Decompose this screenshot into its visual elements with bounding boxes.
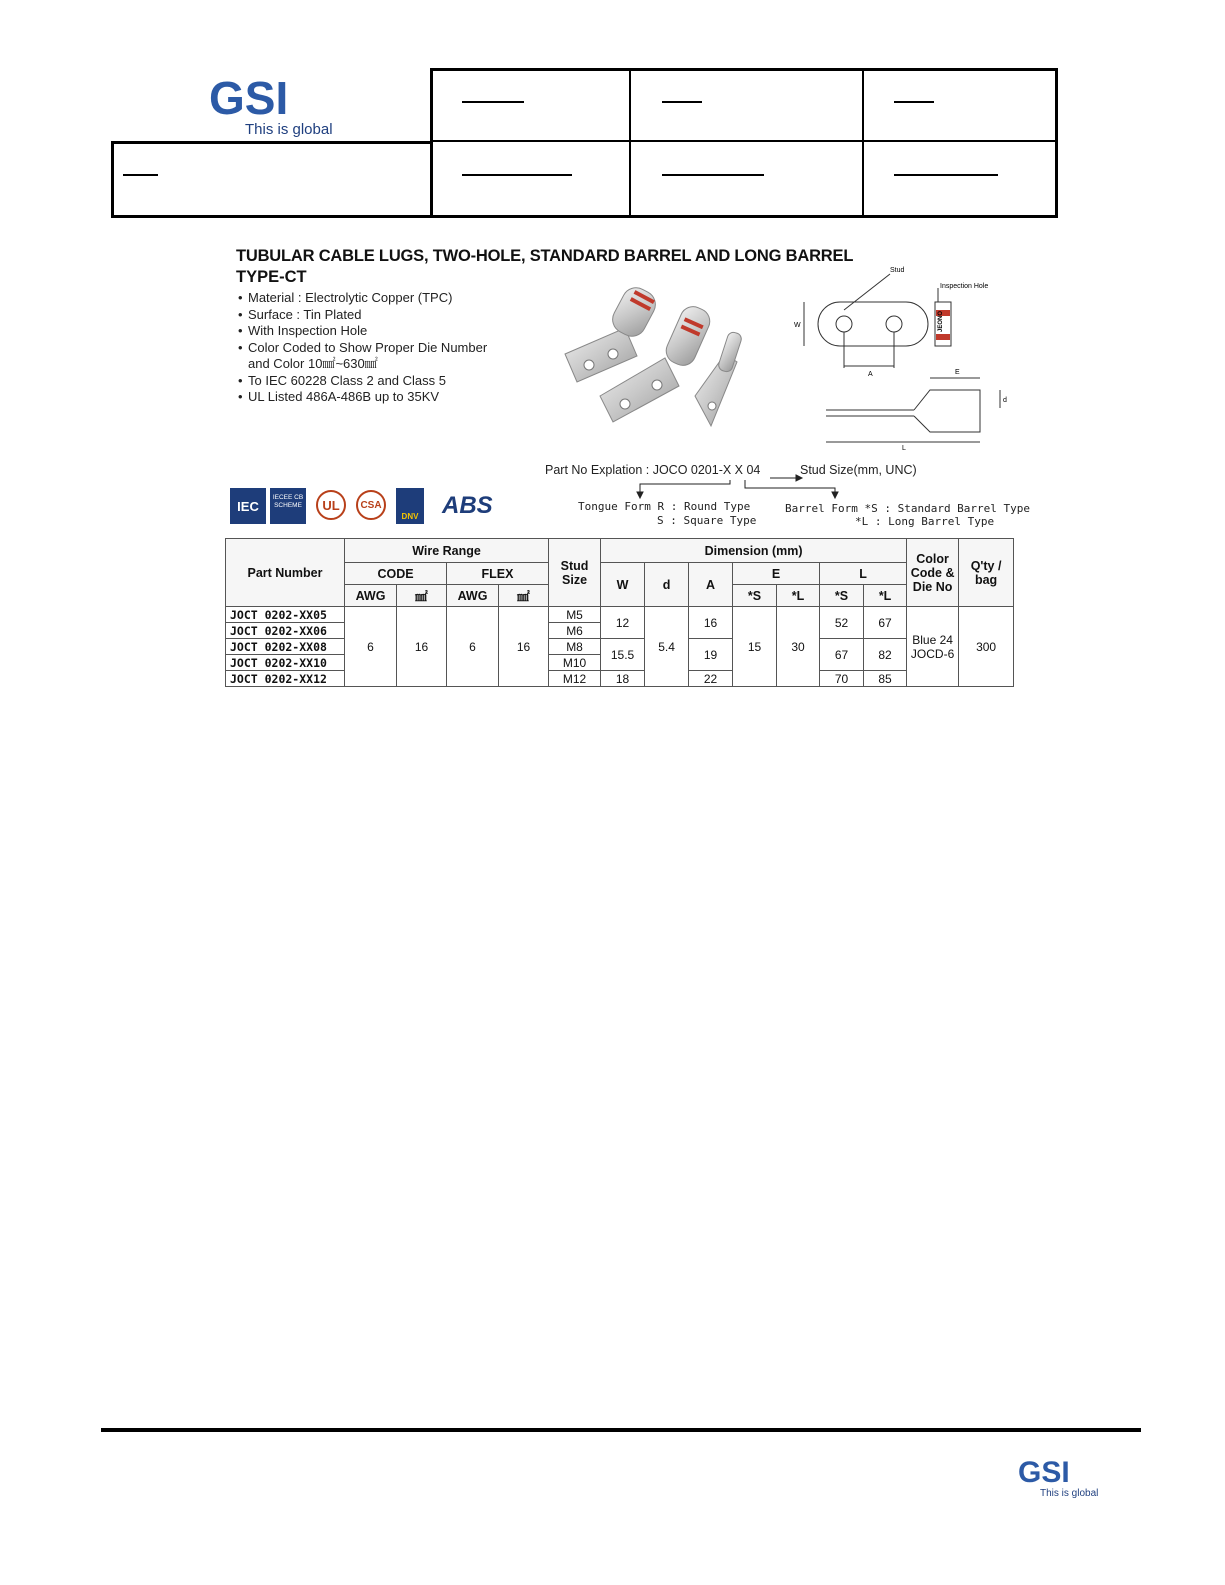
feature-list: [236, 290, 487, 406]
drawing-label-d: d: [1003, 397, 1007, 404]
l-l-cell: 67: [864, 607, 907, 639]
a-cell: 16: [689, 607, 733, 639]
feature-item: and Color 10㎟~630㎟: [248, 356, 378, 371]
part-no-arrows: [630, 470, 850, 500]
e-s-cell: 15: [733, 607, 777, 687]
w-cell: 12: [601, 607, 645, 639]
header-blank-field: [123, 174, 158, 176]
footer-gsi-logo: [1016, 1456, 1106, 1502]
part-number-cell: JOCT 0202-XX12: [226, 671, 345, 687]
e-l-cell: 30: [777, 607, 820, 687]
logo-tagline: This is global: [245, 121, 333, 138]
header-flex-awg: AWG: [447, 585, 499, 607]
a-cell: 22: [689, 671, 733, 687]
product-type: TYPE-CT: [236, 268, 307, 286]
header-qty: Q'ty / bag: [959, 539, 1014, 607]
technical-drawing: [790, 262, 1030, 452]
drawing-label-marking: JEONO: [938, 310, 944, 332]
part-number-cell: JOCT 0202-XX08: [226, 639, 345, 655]
header-code-awg: AWG: [345, 585, 397, 607]
gsi-logo: [205, 74, 345, 140]
stud-size-cell: M8: [549, 639, 601, 655]
stud-size-cell: M5: [549, 607, 601, 623]
header-divider-v2: [862, 68, 864, 218]
header-code: CODE: [345, 563, 447, 585]
header-blank-field: [894, 101, 934, 103]
feature-item: • Color Coded to Show Proper Die Number: [236, 340, 487, 357]
header-flex-mm2: ㎟: [499, 585, 549, 607]
drawing-label-stud: Stud: [890, 267, 905, 274]
footer-logo-wordmark: GSI: [1018, 1456, 1070, 1489]
flex-awg-cell: 6: [447, 607, 499, 687]
header-e-l: *L: [777, 585, 820, 607]
l-s-cell: 52: [820, 607, 864, 639]
abs-logo: ABS: [442, 492, 493, 519]
w-cell: 15.5: [601, 639, 645, 671]
l-l-cell: 82: [864, 639, 907, 671]
header-code-mm2: ㎟: [397, 585, 447, 607]
l-s-cell: 70: [820, 671, 864, 687]
header-blank-field: [462, 101, 524, 103]
drawing-label-e: E: [955, 369, 960, 376]
header-blank-field: [462, 174, 572, 176]
header-color-code: Color Code & Die No: [907, 539, 959, 607]
w-cell: 18: [601, 671, 645, 687]
header-blank-field: [662, 101, 702, 103]
header-divider-h: [430, 140, 1058, 142]
tongue-form-round: Tongue Form R : Round Type: [578, 500, 751, 513]
ul-logo: UL: [316, 490, 346, 520]
certification-logos: [230, 488, 530, 524]
header-part-number: Part Number: [226, 539, 345, 607]
header-flex: FLEX: [447, 563, 549, 585]
dnv-logo: DNV: [396, 488, 424, 524]
product-title: TUBULAR CABLE LUGS, TWO-HOLE, STANDARD BARREL AND LONG BARREL: [236, 247, 854, 265]
d-cell: 5.4: [645, 607, 689, 687]
stud-size-cell: M10: [549, 655, 601, 671]
stud-size-cell: M6: [549, 623, 601, 639]
header-outer-frame: [430, 68, 1058, 218]
header-wire-range: Wire Range: [345, 539, 549, 563]
part-number-cell: JOCT 0202-XX05: [226, 607, 345, 623]
header-e-s: *S: [733, 585, 777, 607]
code-mm2-cell: 16: [397, 607, 447, 687]
header-w: W: [601, 563, 645, 607]
die-number: JOCD-6: [910, 646, 955, 661]
tongue-form-square: S : Square Type: [657, 514, 757, 527]
header-dimension: Dimension (mm): [601, 539, 907, 563]
header-blank-field: [894, 174, 998, 176]
footer-logo-tagline: This is global: [1040, 1488, 1099, 1499]
iecee-logo: IECEE CB SCHEME: [270, 488, 306, 524]
logo-wordmark: GSI: [209, 74, 289, 124]
header-e: E: [733, 563, 820, 585]
qty-cell: 300: [959, 607, 1014, 687]
feature-item: • To IEC 60228 Class 2 and Class 5: [236, 373, 487, 390]
barrel-form-long: *L : Long Barrel Type: [855, 515, 995, 528]
part-number-cell: JOCT 0202-XX10: [226, 655, 345, 671]
barrel-form-standard: Barrel Form *S : Standard Barrel Type: [785, 502, 1031, 515]
l-l-cell: 85: [864, 671, 907, 687]
header-stud-size: Stud Size: [549, 539, 601, 607]
header-a: A: [689, 563, 733, 607]
csa-logo: CSA: [356, 490, 386, 520]
header-left-frame: [111, 141, 433, 218]
stud-size-cell: M12: [549, 671, 601, 687]
header-d: d: [645, 563, 689, 607]
feature-item: • UL Listed 486A-486B up to 35KV: [236, 389, 487, 406]
footer-rule: [101, 1428, 1141, 1432]
drawing-label-w: W: [794, 322, 801, 329]
spec-table: [225, 538, 1014, 687]
a-cell: 19: [689, 639, 733, 671]
drawing-label-a: A: [868, 371, 873, 378]
drawing-label-inspection-hole: Inspection Hole: [940, 283, 989, 290]
part-number-cell: JOCT 0202-XX06: [226, 623, 345, 639]
drawing-label-l: L: [902, 445, 906, 452]
code-awg-cell: 6: [345, 607, 397, 687]
lug-product-photo: [555, 286, 755, 436]
header-l-s: *S: [820, 585, 864, 607]
header-blank-field: [662, 174, 764, 176]
iec-logo: IEC: [230, 488, 266, 524]
part-no-stud-size: Stud Size(mm, UNC): [800, 463, 917, 477]
color-die-cell: [907, 607, 959, 687]
feature-item: • Material : Electrolytic Copper (TPC): [236, 290, 487, 307]
feature-item: • With Inspection Hole: [236, 323, 487, 340]
part-no-explanation: Part No Explation : JOCO 0201-X X 04: [545, 463, 761, 477]
l-s-cell: 67: [820, 639, 864, 671]
header-l-l: *L: [864, 585, 907, 607]
header-l: L: [820, 563, 907, 585]
flex-mm2-cell: 16: [499, 607, 549, 687]
header-divider-v1: [629, 68, 631, 218]
feature-item: • Surface : Tin Plated: [236, 307, 487, 324]
color-code: Blue 24: [912, 632, 953, 647]
